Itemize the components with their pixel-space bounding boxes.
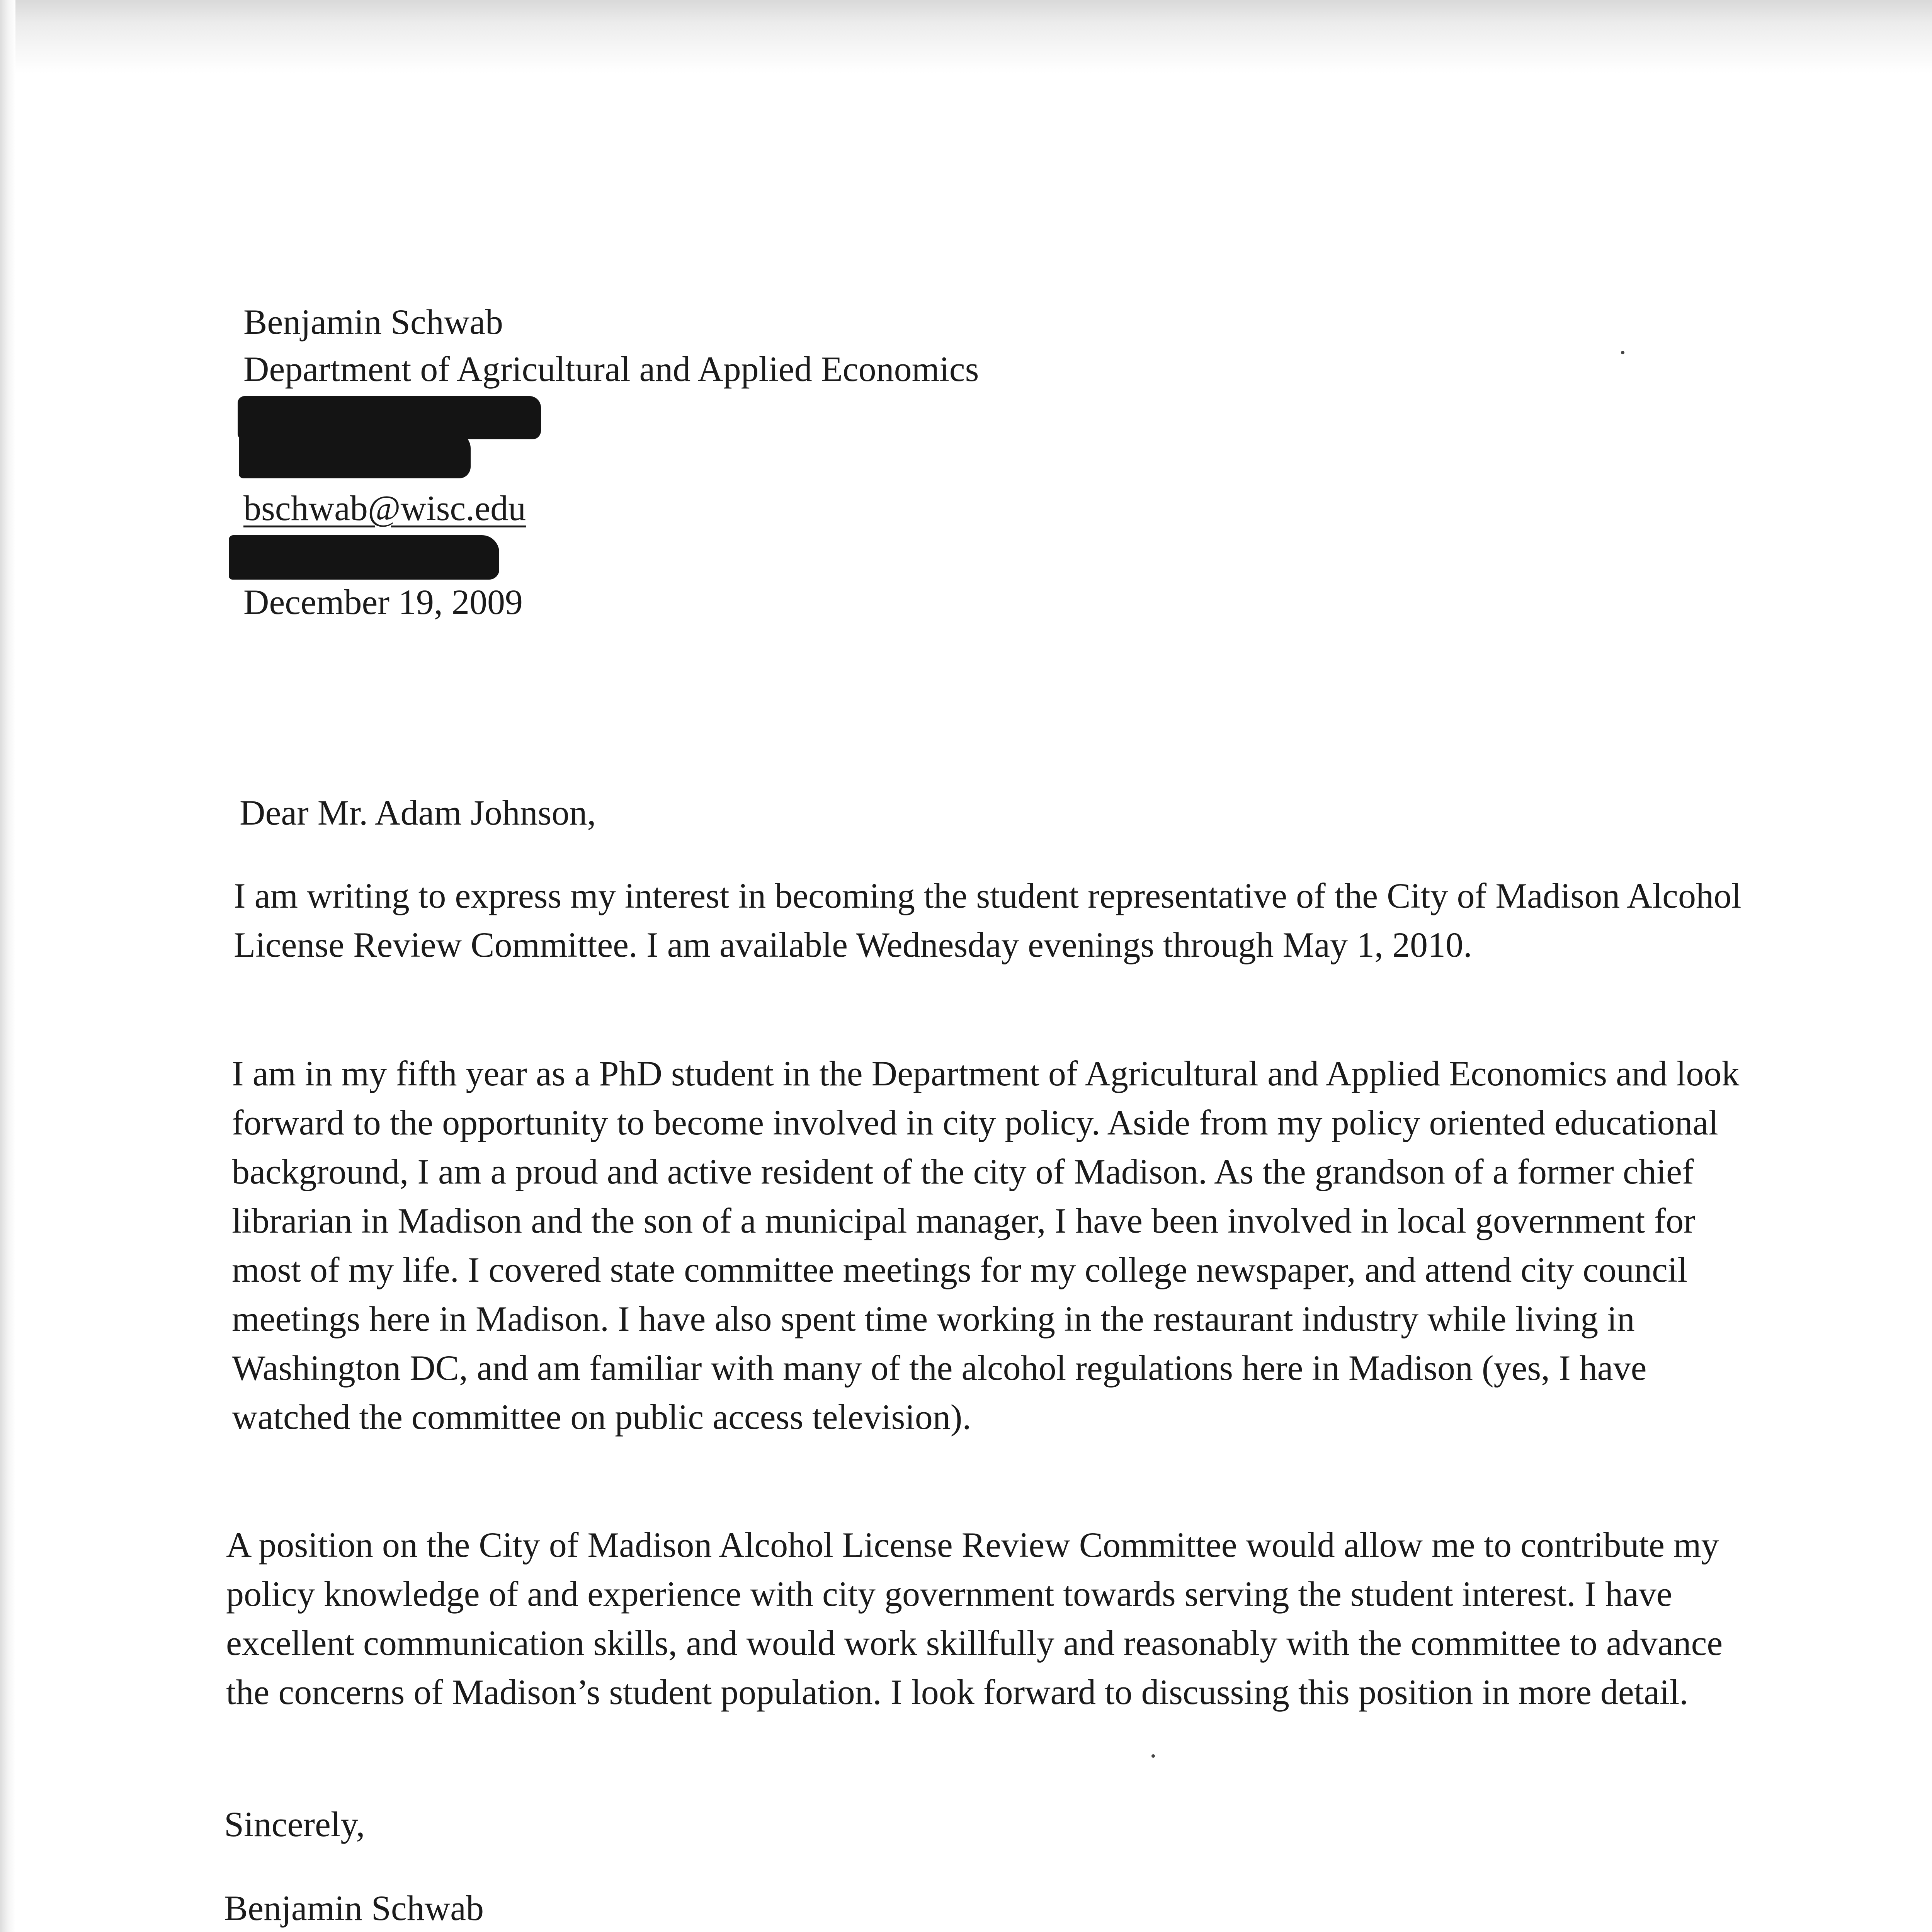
- scan-speck: [1621, 351, 1624, 354]
- sender-department: Department of Agricultural and Applied Economics: [243, 349, 979, 389]
- sender-email-line: [243, 484, 526, 532]
- salutation: Dear Mr. Adam Johnson,: [240, 793, 596, 832]
- letter-date: December 19, 2009: [243, 582, 523, 622]
- body-paragraph-1: I am writing to express my interest in becoming the student representative of the City of Madison Alcohol License Review Committee. I am available Wednesday evenings through May 1, 2010.: [234, 876, 1742, 964]
- signature-name: Benjamin Schwab: [224, 1888, 484, 1928]
- redacted-address-line-2: [239, 433, 471, 478]
- scan-speck: [1151, 1754, 1155, 1758]
- sender-name: Benjamin Schwab: [243, 302, 503, 342]
- body-paragraph-2: I am in my fifth year as a PhD student in the Department of Agricultural and Applied Economics and look forward to the opportunity to become involved in city policy. Aside from my policy oriented educational background, I am a proud and active resident of the city of Madison. As the grandson of a former chief librarian in Madison and the son of a municipal manager, I have been involved in local government for most of my life. I covered state committee meetings for my college newspaper, and attend city council meetings here in Madison. I have also spent time working in the restaurant industry while living in Washington DC, and am familiar with many of the alcohol regulations here in Madison (yes, I have watched the committee on public access television).: [232, 1054, 1740, 1437]
- sender-email-link[interactable]: bschwab@wisc.edu: [243, 488, 526, 528]
- redacted-phone: [229, 535, 499, 580]
- body-paragraph-3: A position on the City of Madison Alcohol License Review Committee would allow me to contribute my policy knowledge of and experience with city government towards serving the student interest. I have excellent communication skills, and would work skillfully and reasonably with the committee to advance the concerns of Madison’s student population. I look forward to discussing this position in more detail.: [226, 1525, 1723, 1712]
- closing: Sincerely,: [224, 1804, 365, 1844]
